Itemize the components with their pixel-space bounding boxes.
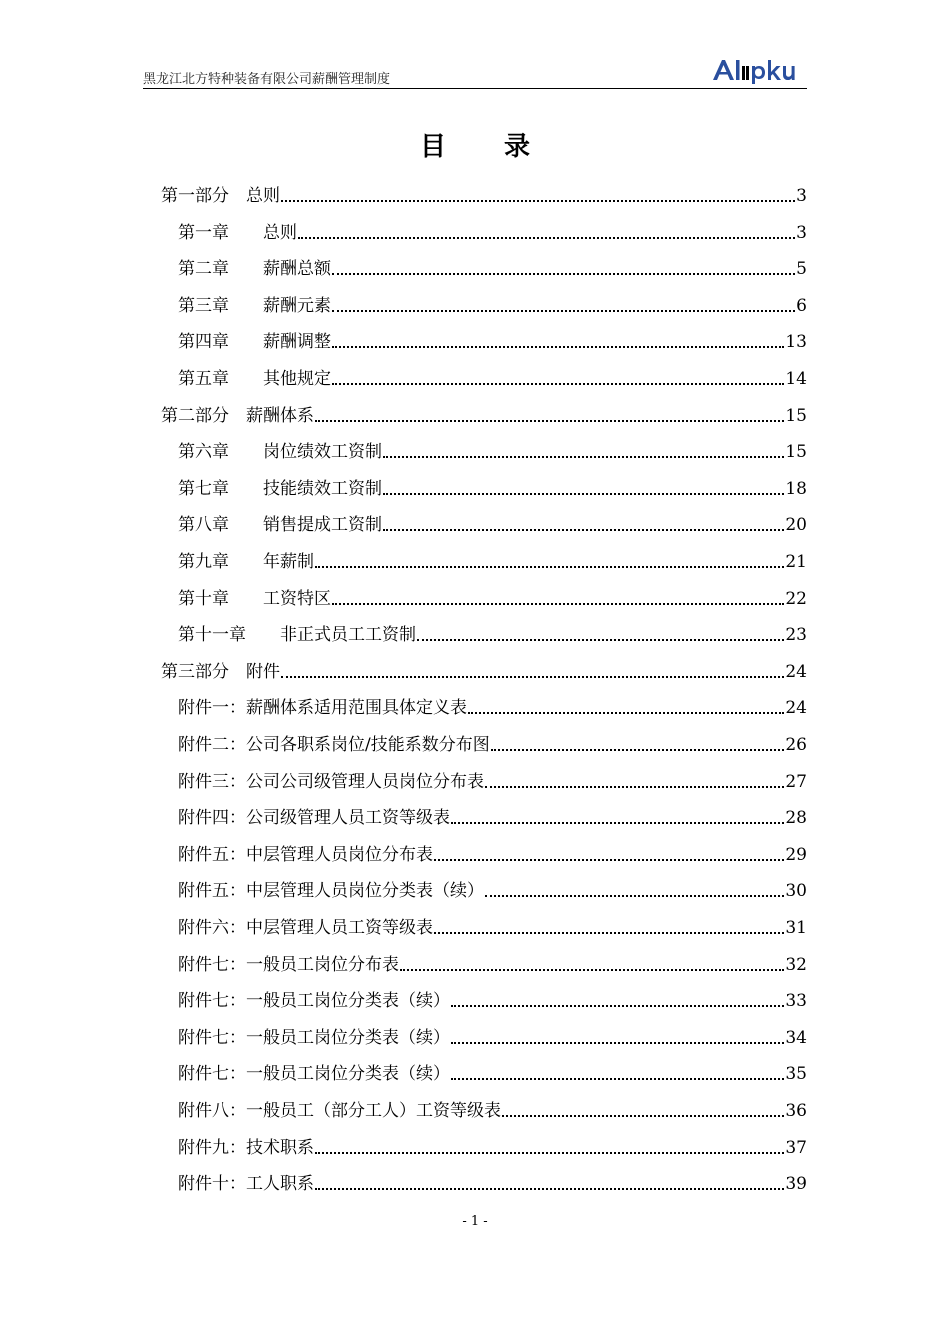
toc-dot-leader [315, 1152, 784, 1154]
toc-entry-page: 39 [785, 1174, 807, 1195]
toc-dot-leader [485, 895, 784, 897]
toc-entry-label: 附件七：一般员工岗位分类表（续） [178, 991, 450, 1012]
toc-entry[interactable] [178, 726, 807, 756]
toc-entry[interactable] [178, 799, 807, 829]
toc-dot-leader [332, 346, 784, 348]
toc-entry-page: 30 [785, 881, 807, 902]
toc-entry-label: 第二章 薪酬总额 [178, 259, 331, 280]
toc-dot-leader [383, 529, 784, 531]
toc-dot-leader [451, 1005, 784, 1007]
toc-entry-page: 5 [796, 259, 807, 280]
toc-dot-leader [451, 822, 784, 824]
toc-title: 目录 [419, 132, 588, 162]
toc-entry[interactable] [178, 982, 807, 1012]
toc-entry-label: 附件七：一般员工岗位分类表（续） [178, 1064, 450, 1085]
toc-entry-page: 13 [785, 332, 807, 353]
toc-dot-leader [434, 859, 784, 861]
toc-dot-leader [383, 493, 784, 495]
toc-entry-page: 28 [785, 808, 807, 829]
toc-entry-label: 附件二：公司各职系岗位/技能系数分布图 [178, 735, 490, 755]
toc-entry-page: 31 [785, 918, 807, 938]
toc-entry[interactable] [178, 360, 807, 390]
toc-entry-label: 附件八：一般员工（部分工人）工资等级表 [178, 1101, 501, 1121]
toc-entry[interactable] [178, 946, 807, 976]
company-logo [711, 56, 807, 84]
toc-dot-leader [332, 273, 795, 275]
page-number: - 1 - [462, 1214, 488, 1229]
toc-entry-label: 第六章 岗位绩效工资制 [178, 442, 382, 463]
toc-entry[interactable] [178, 1019, 807, 1049]
toc-entry-label: 附件十：工人职系 [178, 1174, 314, 1195]
toc-entry-label: 第三部分 附件 [161, 661, 280, 682]
toc-entry-label: 附件七：一般员工岗位分类表（续） [178, 1027, 450, 1048]
toc-entry-page: 36 [785, 1101, 807, 1121]
toc-entry-label: 附件九：技术职系 [178, 1137, 314, 1158]
toc-entry-page: 24 [785, 698, 807, 719]
toc-entry[interactable] [161, 653, 807, 683]
toc-entry-label: 附件五：中层管理人员岗位分类表（续） [178, 881, 484, 902]
toc-dot-leader [451, 1042, 784, 1044]
toc-entry[interactable] [178, 214, 807, 244]
toc-dot-leader [298, 237, 795, 239]
toc-entry-label: 附件一：薪酬体系适用范围具体定义表 [178, 698, 467, 719]
toc-entry[interactable] [178, 689, 807, 719]
toc-entry[interactable] [178, 323, 807, 353]
toc-entry-page: 6 [796, 295, 807, 316]
toc-entry[interactable] [178, 836, 807, 866]
toc-entry-page: 37 [785, 1137, 807, 1158]
header-title: 黑龙江北方特种装备有限公司薪酬管理制度 [143, 72, 391, 87]
toc-entry-page: 21 [785, 552, 807, 572]
toc-entry-page: 14 [785, 369, 807, 389]
toc-dot-leader [332, 383, 784, 385]
toc-entry[interactable] [178, 1165, 807, 1195]
toc-dot-leader [491, 749, 785, 751]
toc-dot-leader [434, 932, 784, 934]
toc-entry[interactable] [178, 433, 807, 463]
toc-entry[interactable] [178, 250, 807, 280]
toc-entry[interactable] [178, 543, 807, 573]
toc-entry[interactable] [178, 763, 807, 793]
toc-entry-label: 第四章 薪酬调整 [178, 332, 331, 353]
toc-dot-leader [383, 456, 784, 458]
toc-entry-page: 22 [785, 588, 807, 609]
toc-dot-leader [315, 566, 784, 568]
toc-entry-page: 32 [785, 954, 807, 975]
toc-entry-label: 第七章 技能绩效工资制 [178, 478, 382, 499]
toc-entry-label: 附件四：公司级管理人员工资等级表 [178, 808, 450, 829]
toc-dot-leader [451, 1078, 784, 1080]
toc-entry[interactable] [178, 287, 807, 317]
toc-entry[interactable] [178, 872, 807, 902]
toc-entry-label: 第五章 其他规定 [178, 369, 331, 389]
toc-entry[interactable] [161, 177, 807, 207]
toc-entry-label: 第二部分 薪酬体系 [161, 405, 314, 426]
toc-entry-page: 3 [796, 186, 807, 206]
toc-entry[interactable] [161, 397, 807, 427]
toc-entry-label: 附件七：一般员工岗位分布表 [178, 954, 399, 975]
toc-dot-leader [332, 603, 784, 605]
toc-entry[interactable] [178, 506, 807, 536]
toc-entry-page: 35 [785, 1064, 807, 1085]
toc-entry-label: 第一章 总则 [178, 222, 297, 243]
toc-dot-leader [468, 712, 784, 714]
toc-entry-page: 27 [785, 771, 807, 792]
toc-entry-label: 第十一章 非正式员工工资制 [178, 625, 416, 646]
toc-dot-leader [281, 200, 795, 202]
toc-entry-page: 33 [785, 991, 807, 1012]
toc-entry-page: 26 [785, 735, 807, 755]
toc-entry-label: 第八章 销售提成工资制 [178, 515, 382, 536]
toc-entry-page: 34 [785, 1027, 807, 1048]
toc-entry-label: 第一部分 总则 [161, 186, 280, 206]
toc-dot-leader [315, 1188, 784, 1190]
toc-entry-label: 第三章 薪酬元素 [178, 295, 331, 316]
toc-entry-label: 附件三：公司公司级管理人员岗位分布表 [178, 771, 484, 792]
toc-entry-page: 18 [785, 478, 807, 499]
toc-entry-label: 第九章 年薪制 [178, 552, 314, 572]
toc-entry-page: 15 [785, 442, 807, 463]
toc-entry[interactable] [178, 470, 807, 500]
toc-entry-label: 第十章 工资特区 [178, 588, 331, 609]
toc-dot-leader [417, 639, 784, 641]
toc-entry[interactable] [178, 909, 807, 939]
toc-entry-page: 23 [785, 625, 807, 646]
toc-dot-leader [400, 969, 784, 971]
toc-dot-leader [281, 676, 784, 678]
toc-entry-label: 附件五：中层管理人员岗位分布表 [178, 844, 433, 865]
page-header [143, 56, 807, 89]
allpku-logo-icon [711, 56, 807, 84]
toc-entry-page: 15 [785, 405, 807, 426]
toc-entry-label: 附件六：中层管理人员工资等级表 [178, 918, 433, 938]
toc-dot-leader [502, 1115, 784, 1117]
toc-entry-page: 29 [785, 844, 807, 865]
toc-dot-leader [485, 786, 784, 788]
toc-entry[interactable] [178, 1055, 807, 1085]
toc-entry-page: 3 [796, 222, 807, 243]
toc-entry-page: 24 [785, 661, 807, 682]
toc-dot-leader [332, 310, 795, 312]
toc-entry[interactable] [178, 1129, 807, 1159]
toc-entry[interactable] [178, 616, 807, 646]
toc-entry[interactable] [178, 1092, 807, 1122]
toc-entry[interactable] [178, 580, 807, 610]
toc-entry-page: 20 [785, 515, 807, 536]
toc-dot-leader [315, 420, 784, 422]
